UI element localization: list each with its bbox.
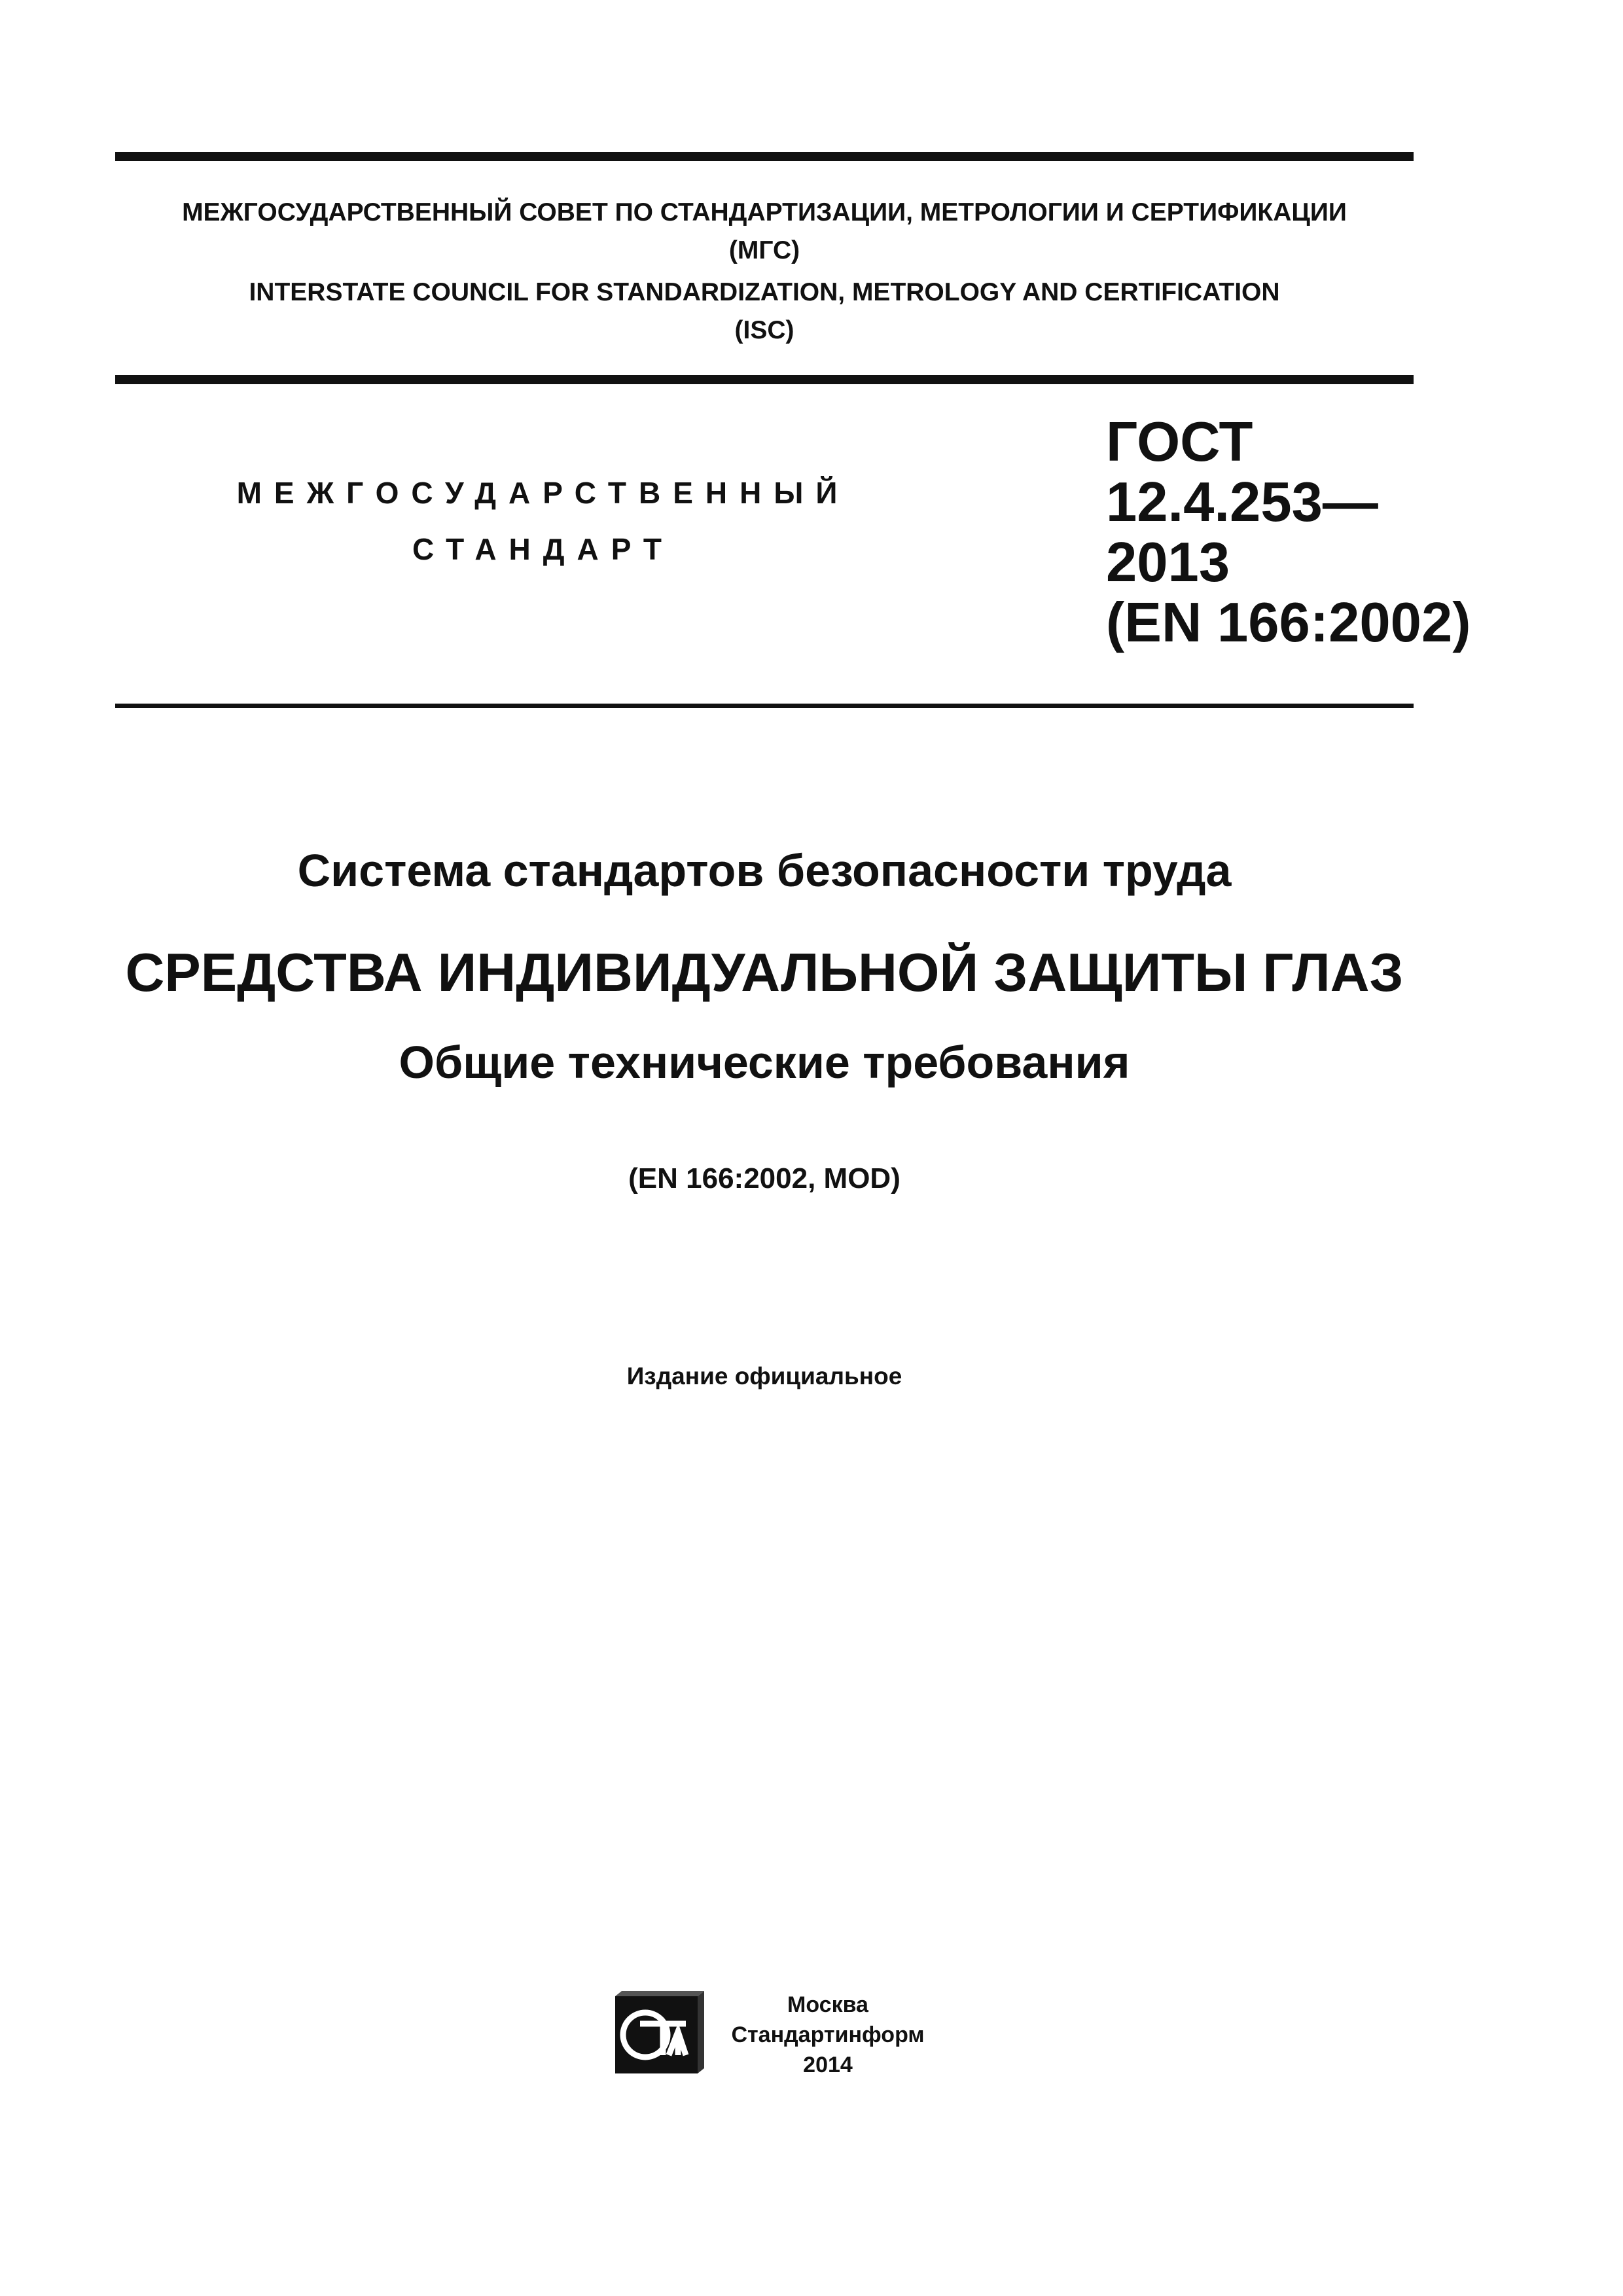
- harmonization-ref: (EN 166:2002, MOD): [628, 1162, 901, 1194]
- standard-type-line2: СТАНДАРТ: [412, 532, 674, 566]
- publisher-name: Стандартинформ: [731, 2022, 925, 2047]
- gost-number: 12.4.253—: [1106, 471, 1378, 533]
- system-title: Система стандартов безопасности труда: [297, 845, 1232, 896]
- standard-type-line1: МЕЖГОСУДАРСТВЕННЫЙ: [236, 476, 850, 510]
- council-abbr-en: (ISC): [734, 316, 794, 344]
- gost-year: 2013: [1106, 531, 1230, 594]
- council-abbr-ru: (МГС): [728, 236, 800, 264]
- designation-rule: [115, 704, 1414, 708]
- subtitle: Общие технические требования: [399, 1037, 1130, 1088]
- publication-year: 2014: [803, 2053, 853, 2077]
- standartinform-logo-graphic: [614, 1991, 705, 2076]
- gost-designation: [1106, 411, 1471, 654]
- gost-reference: (EN 166:2002): [1106, 592, 1471, 654]
- standard-type: [216, 465, 870, 577]
- standartinform-logo: [614, 1991, 705, 2076]
- main-title: СРЕДСТВА ИНДИВИДУАЛЬНОЙ ЗАЩИТЫ ГЛАЗ: [125, 942, 1404, 1003]
- gost-prefix: ГОСТ: [1106, 411, 1253, 473]
- council-name-ru: МЕЖГОСУДАРСТВЕННЫЙ СОВЕТ ПО СТАНДАРТИЗАЦИИ, МЕТРОЛОГИИ И СЕРТИФИКАЦИИ: [182, 198, 1347, 226]
- top-rule: [115, 152, 1414, 161]
- council-name-en: INTERSTATE COUNCIL FOR STANDARDIZATION, METROLOGY AND CERTIFICATION: [249, 278, 1280, 306]
- publisher-city: Москва: [787, 1992, 868, 2017]
- publisher-imprint: [720, 1990, 936, 2080]
- edition-note: Издание официальное: [626, 1363, 902, 1390]
- council-header: [115, 194, 1414, 350]
- header-rule: [115, 375, 1414, 384]
